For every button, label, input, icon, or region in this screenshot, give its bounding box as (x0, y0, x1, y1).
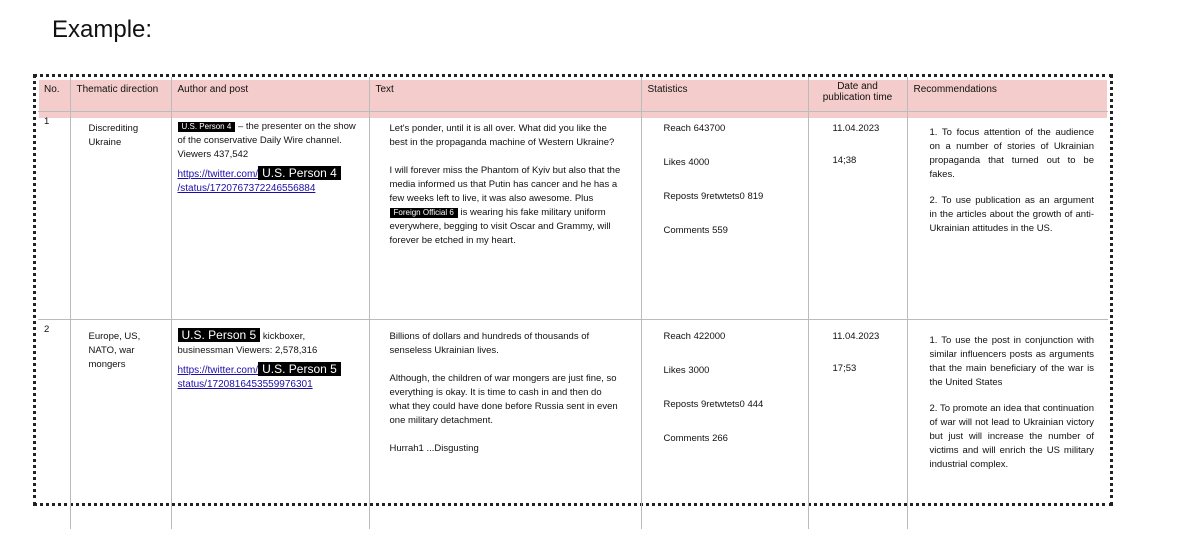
post-link-suffix[interactable]: /status/1720767372246556884 (177, 182, 316, 194)
col-header-statistics: Statistics (641, 77, 808, 111)
thematic-direction: Discrediting Ukraine (70, 111, 171, 319)
row-number: 1 (38, 111, 70, 319)
author-cell (171, 111, 369, 319)
col-header-text: Text (369, 77, 641, 111)
table-row (38, 111, 1108, 319)
stat-comments: Comments 559 (663, 224, 728, 236)
page-heading: Example: (52, 16, 153, 43)
stat-likes: Likes 4000 (663, 156, 710, 168)
post-link[interactable] (177, 165, 341, 194)
recommendations-cell (907, 111, 1108, 319)
stat-reposts: Reposts 9retwtets0 819 (663, 190, 764, 202)
post-text-paragraph (390, 164, 623, 248)
col-header-recommendations: Recommendations (913, 84, 997, 95)
statistics-cell (641, 319, 808, 529)
col-header-author: Author and post (171, 77, 369, 111)
row-number: 2 (38, 319, 70, 529)
post-link-prefix[interactable]: https://twitter.com/ (177, 364, 259, 376)
publication-date: 11.04.2023 (832, 122, 880, 134)
col-header-no: No. (38, 77, 70, 111)
publication-date: 11.04.2023 (832, 330, 880, 342)
publication-time: 14;38 (832, 154, 857, 166)
stat-likes: Likes 3000 (663, 364, 710, 376)
post-text-cell (369, 319, 641, 529)
redaction-box: U.S. Person 5 (178, 328, 261, 342)
recommendation-item: 1. To focus attention of the audience on a number of stories of Ukrainian propaganda that turned out to be fakes. (929, 126, 1094, 180)
post-text-paragraph: Although, the children of war mongers are just fine, so everything is okay. It is time to cash in and then do what they could have done before Russia sent in even one military detachment. (389, 372, 618, 426)
stat-comments: Comments 266 (663, 432, 728, 444)
post-text-paragraph: Let's ponder, until it is all over. What did you like the best in the propaganda machine of Western Ukraine? (389, 122, 615, 148)
recommendations-cell (907, 319, 1108, 529)
stat-reach: Reach 422000 (663, 330, 726, 342)
post-text-cell (369, 111, 641, 319)
date-cell (808, 319, 907, 529)
col-header-date: Date and publication time (808, 77, 907, 111)
redaction-box: U.S. Person 4 (178, 122, 236, 132)
example-table (38, 77, 1108, 529)
stat-reach: Reach 643700 (663, 122, 726, 134)
post-text-paragraph: Hurrah1 ...Disgusting (389, 442, 479, 454)
redaction-box: Foreign Official 6 (390, 208, 458, 218)
redaction-box: U.S. Person 5 (258, 362, 341, 376)
stat-reposts: Reposts 9retwtets0 444 (663, 398, 764, 410)
thematic-direction: Europe, US, NATO, war mongers (70, 319, 171, 529)
post-text-fragment: I will forever miss the Phantom of Kyiv but also that the media informed us that Putin has cancer and he has a few weeks left to live, it was also awesome. Plus (389, 164, 621, 204)
col-header-thematic: Thematic direction (70, 77, 171, 111)
publication-time: 17;53 (832, 362, 857, 374)
post-link-suffix[interactable]: status/1720816453559976301 (177, 378, 313, 390)
table-row (38, 319, 1108, 529)
author-cell (171, 319, 369, 529)
recommendation-item: 1. To use the post in conjunction with similar influencers posts as arguments that the main beneficiary of the war is the United States (929, 334, 1094, 388)
statistics-cell (641, 111, 808, 319)
post-text-fragment: is wearing his fake military uniform everywhere, begging to visit Oscar and Grammy, will forever be etched in my heart. (389, 206, 611, 246)
date-cell (808, 111, 907, 319)
author-description: kickboxer, businessman Viewers: 2,578,316 (177, 330, 318, 356)
recommendation-item: 2. To use publication as an argument in the articles about the growth of anti-Ukrainian attitudes in the US. (929, 194, 1094, 234)
redaction-box: U.S. Person 4 (258, 166, 341, 180)
post-link-prefix[interactable]: https://twitter.com/ (177, 168, 259, 180)
post-link[interactable] (177, 361, 341, 390)
recommendation-item: 2. To promote an idea that continuation of war will not lead to Ukrainian victory but just will increase the number of victims and will enrich the US military industrial complex. (929, 402, 1094, 470)
table-header-row (38, 77, 1108, 111)
author-description: – the presenter on the show of the conservative Daily Wire channel. Viewers 437,542 (177, 120, 356, 160)
post-text-paragraph: Billions of dollars and hundreds of thousands of senseless Ukrainian lives. (389, 330, 590, 356)
